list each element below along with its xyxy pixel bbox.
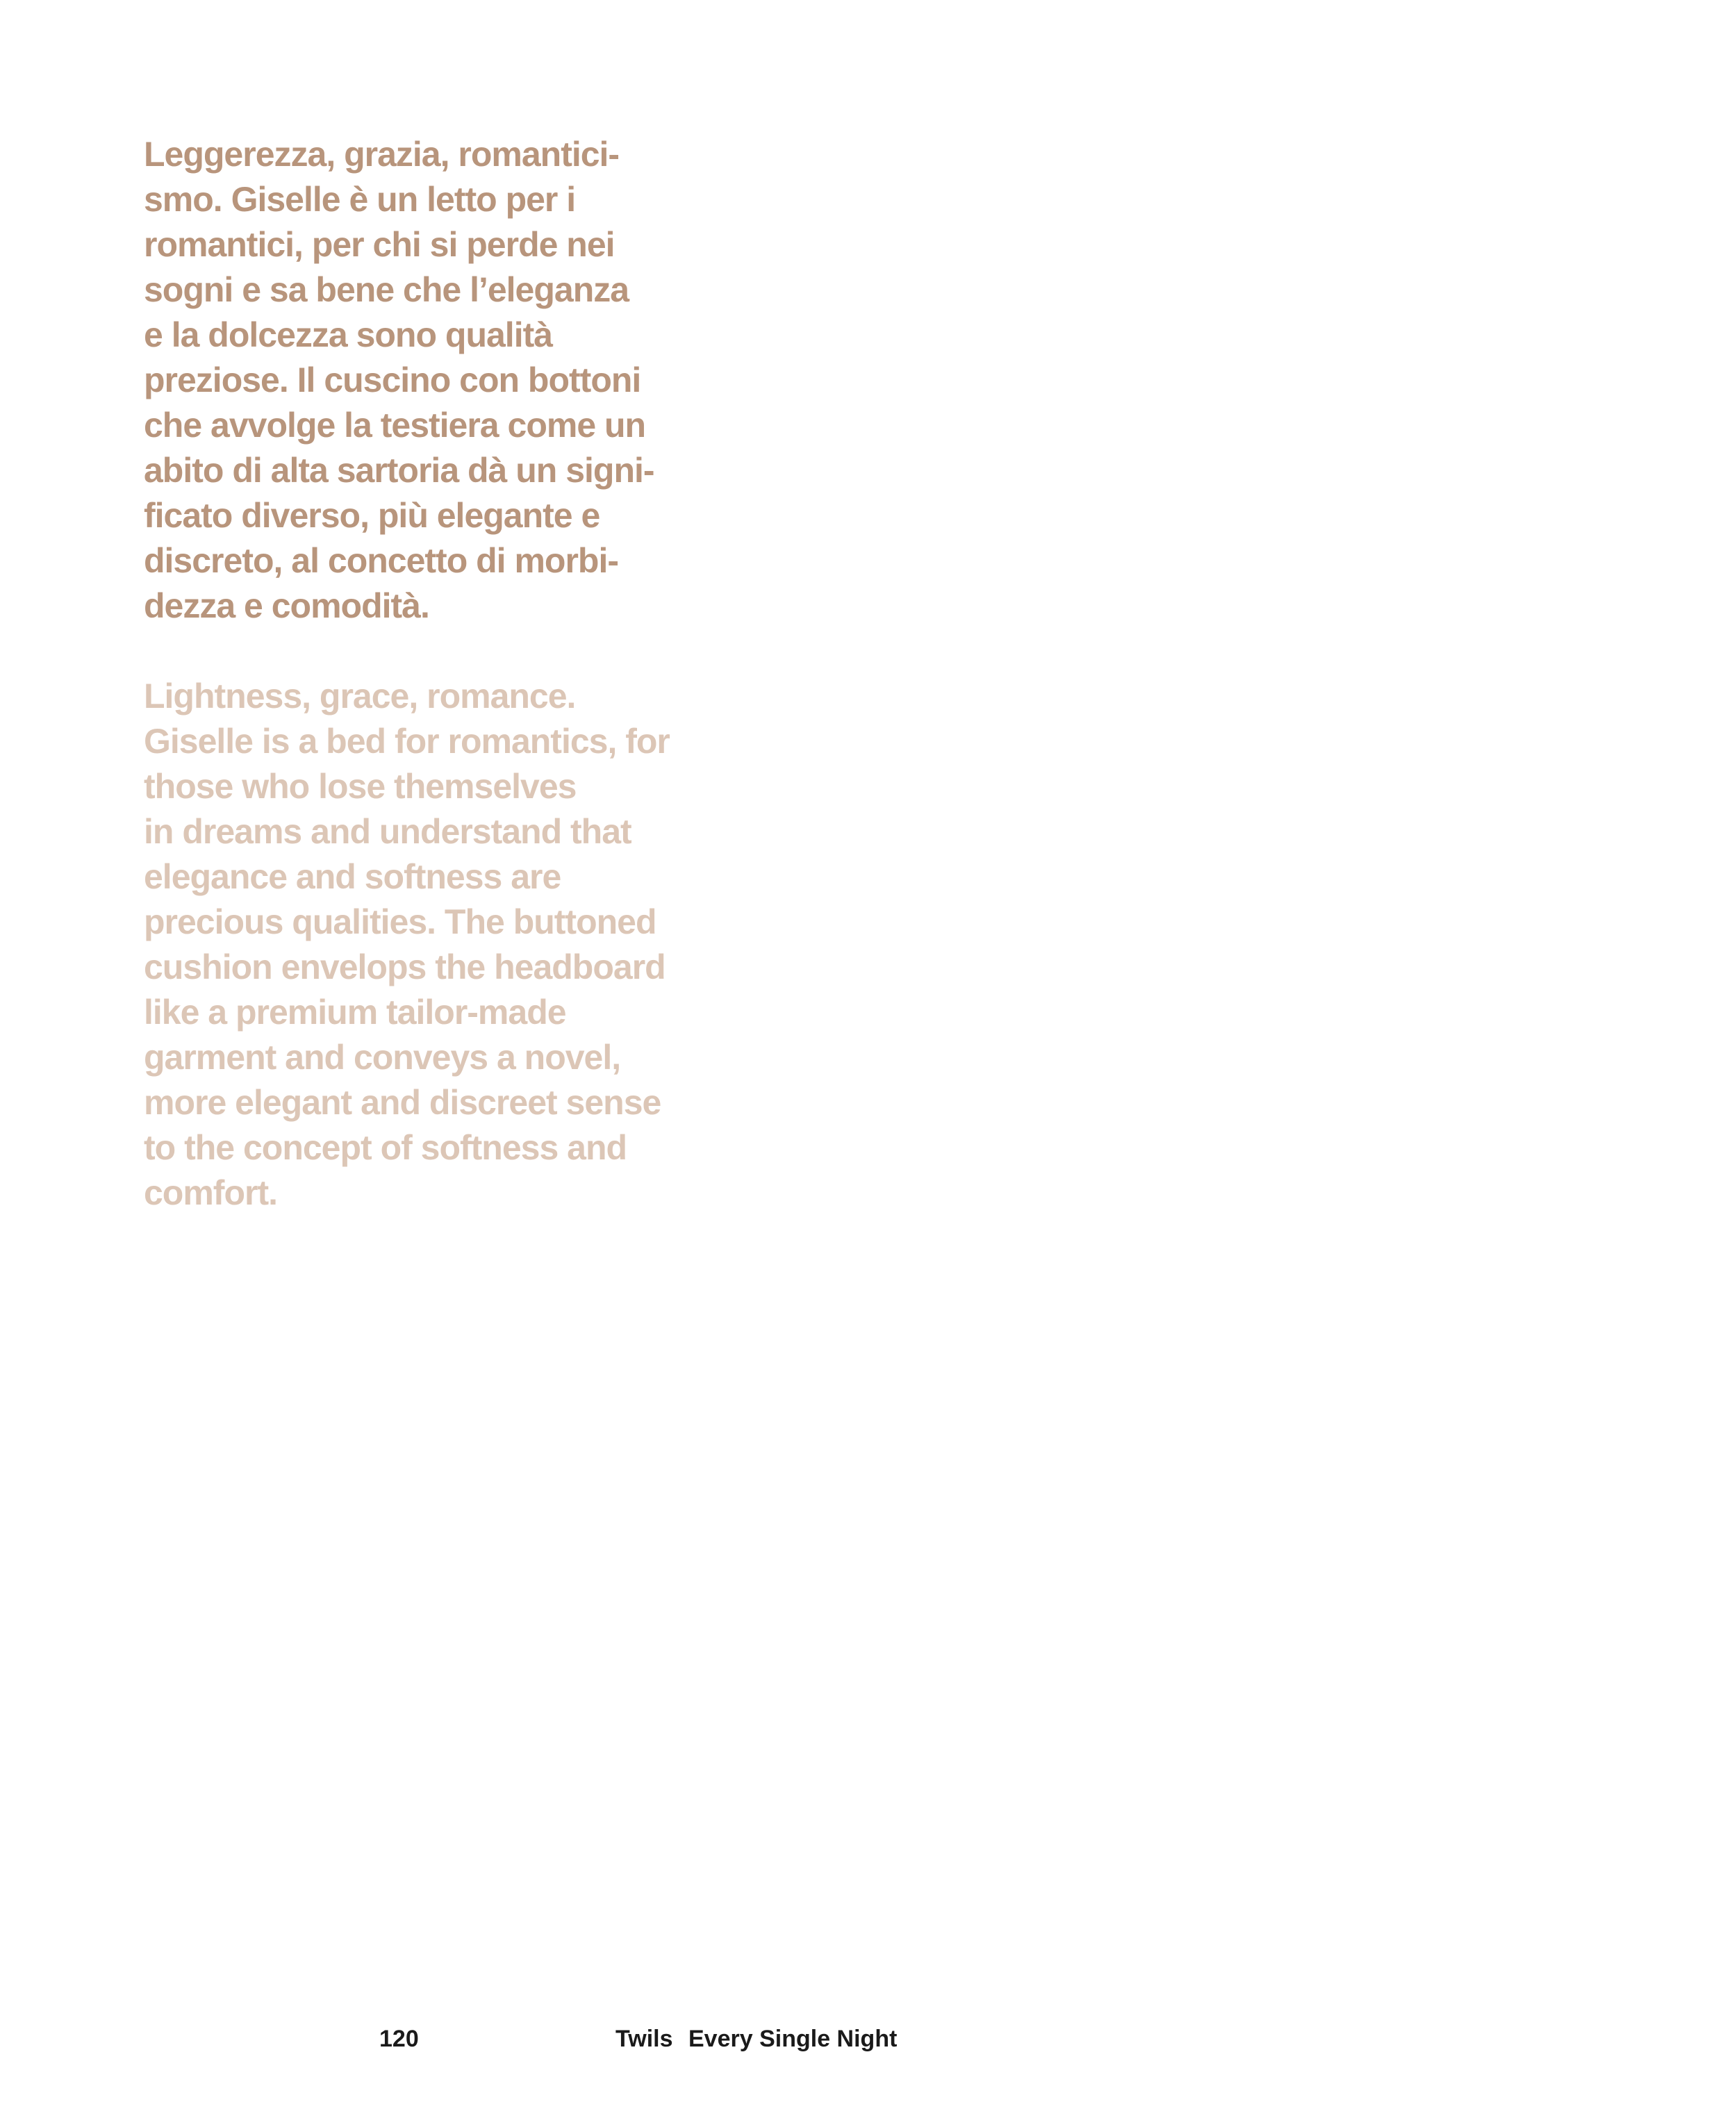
italian-line: discreto, al concetto di morbi- xyxy=(144,541,618,580)
text-column xyxy=(144,132,720,1216)
english-line: precious qualities. The buttoned xyxy=(144,902,656,941)
page-footer xyxy=(0,2026,1736,2060)
italian-line: che avvolge la testiera come un xyxy=(144,406,646,445)
english-line: in dreams and understand that xyxy=(144,812,631,851)
italian-line: sogni e sa bene che l’eleganza xyxy=(144,270,629,309)
english-line: those who lose themselves xyxy=(144,767,577,806)
english-line: garment and conveys a novel, xyxy=(144,1038,621,1077)
english-line: elegance and softness are xyxy=(144,857,561,896)
italian-line: abito di alta sartoria dà un signi- xyxy=(144,451,654,490)
english-line: like a premium tailor-made xyxy=(144,993,566,1032)
publication-title: Every Single Night xyxy=(688,2026,898,2052)
brand-name: Twils xyxy=(615,2026,673,2052)
english-line: comfort. xyxy=(144,1173,277,1212)
italian-line: preziose. Il cuscino con bottoni xyxy=(144,361,641,399)
english-line: Lightness, grace, romance. xyxy=(144,677,576,716)
italian-line: romantici, per chi si perde nei xyxy=(144,225,615,264)
english-line: cushion envelops the headboard xyxy=(144,948,666,986)
italian-line: ficato diverso, più elegante e xyxy=(144,496,600,535)
italian-line: e la dolcezza sono qualità xyxy=(144,315,553,354)
english-line: to the concept of softness and xyxy=(144,1128,627,1167)
italian-paragraph xyxy=(144,132,720,629)
english-line: Giselle is a bed for romantics, for xyxy=(144,722,670,761)
page-number: 120 xyxy=(379,2026,419,2052)
italian-line: Leggerezza, grazia, romantici- xyxy=(144,135,620,174)
italian-line: dezza e comodità. xyxy=(144,586,429,625)
english-paragraph xyxy=(144,674,720,1216)
italian-line: smo. Giselle è un letto per i xyxy=(144,180,576,219)
english-line: more elegant and discreet sense xyxy=(144,1083,661,1122)
